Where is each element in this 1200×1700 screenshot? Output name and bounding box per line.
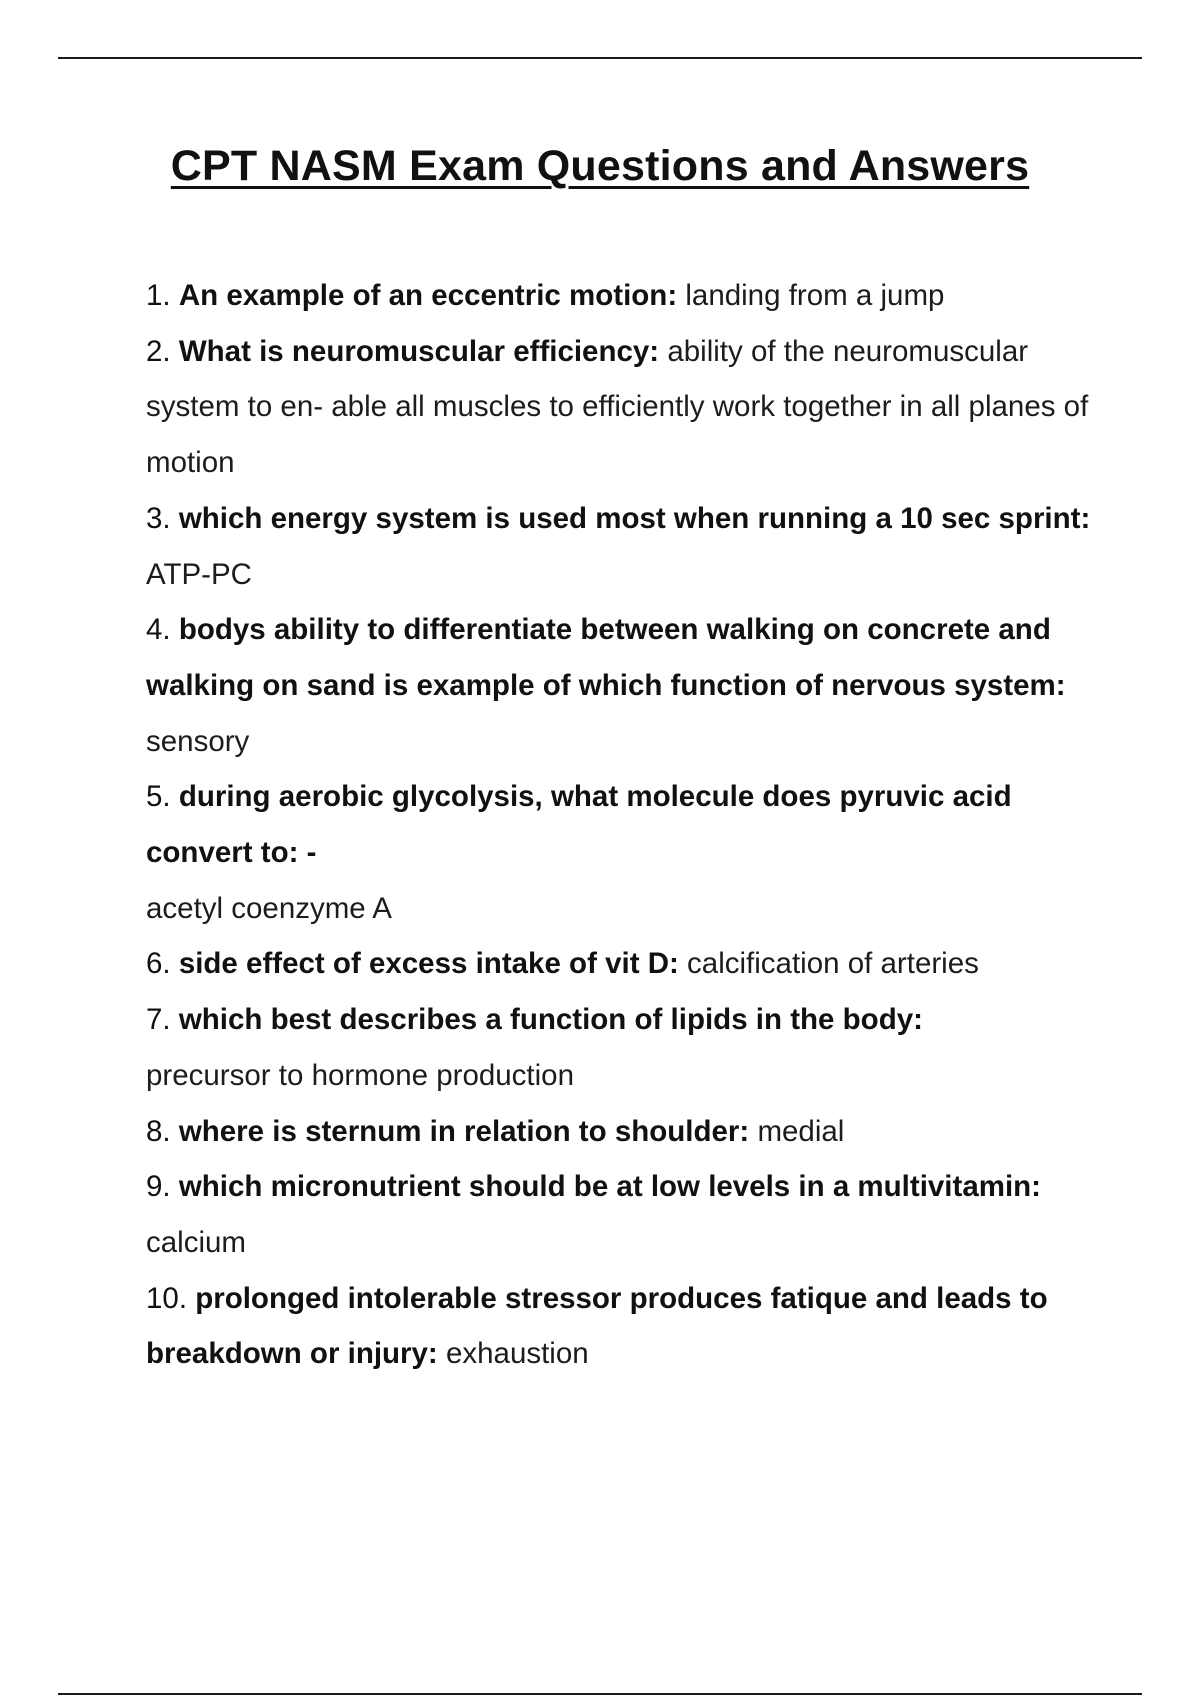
item-number: 9. [146,1170,171,1204]
qa-item-6 [146,936,1098,992]
item-answer: calcium [146,1225,246,1259]
item-number: 4. [146,613,171,647]
item-question: bodys ability to differentiate between walking on concrete and walking on sand is example of which function of nervous system: [146,613,1066,702]
item-answer: calcification of arteries [687,947,979,981]
item-question: which energy system is used most when running a 10 sec sprint: [178,501,1091,535]
qa-item-1 [146,268,1098,324]
item-number: 5. [146,780,171,814]
qa-item-10 [146,1271,1098,1382]
item-number: 8. [146,1114,171,1148]
item-question: side effect of excess intake of vit D: [178,947,679,981]
item-answer: precursor to hormone production [146,1058,574,1092]
qa-item-8 [146,1104,1098,1160]
item-question: An example of an eccentric motion: [178,279,678,312]
item-number: 6. [146,947,171,981]
item-question: which micronutrient should be at low levels in a multivitamin: [178,1170,1041,1204]
item-answer: sensory [146,724,250,758]
qa-item-3 [146,491,1098,602]
item-number: 10. [146,1281,188,1315]
bottom-divider [58,1693,1142,1695]
item-number: 3. [146,501,171,535]
item-answer: ATP-PC [146,557,252,591]
item-question: where is sternum in relation to shoulder: [178,1114,750,1148]
item-answer: medial [757,1114,845,1148]
item-number: 7. [146,1003,171,1037]
item-question: What is neuromuscular efficiency: [178,334,660,368]
top-divider [58,57,1142,59]
qa-item-5 [146,769,1098,936]
item-answer: exhaustion [445,1337,589,1371]
item-number: 1. [146,279,171,312]
qa-item-9 [146,1159,1098,1270]
item-question: which best describes a function of lipids in the body: [178,1003,923,1037]
item-answer: landing from a jump [685,279,945,312]
item-answer: ability of the neuromuscular system to en- able all muscles to efficiently work together in all planes of motion [146,334,1089,480]
qa-list [146,268,1098,1382]
item-question: prolonged intolerable stressor produces fatique and leads to breakdown or injury: [146,1281,1048,1371]
item-question: during aerobic glycolysis, what molecule does pyruvic acid convert to: - [146,780,1012,870]
qa-item-4 [146,602,1098,769]
item-number: 2. [146,334,171,368]
qa-item-2 [146,324,1098,491]
page-title: CPT NASM Exam Questions and Answers [170,142,1030,190]
qa-item-7 [146,992,1098,1103]
item-answer: acetyl coenzyme A [146,891,392,925]
